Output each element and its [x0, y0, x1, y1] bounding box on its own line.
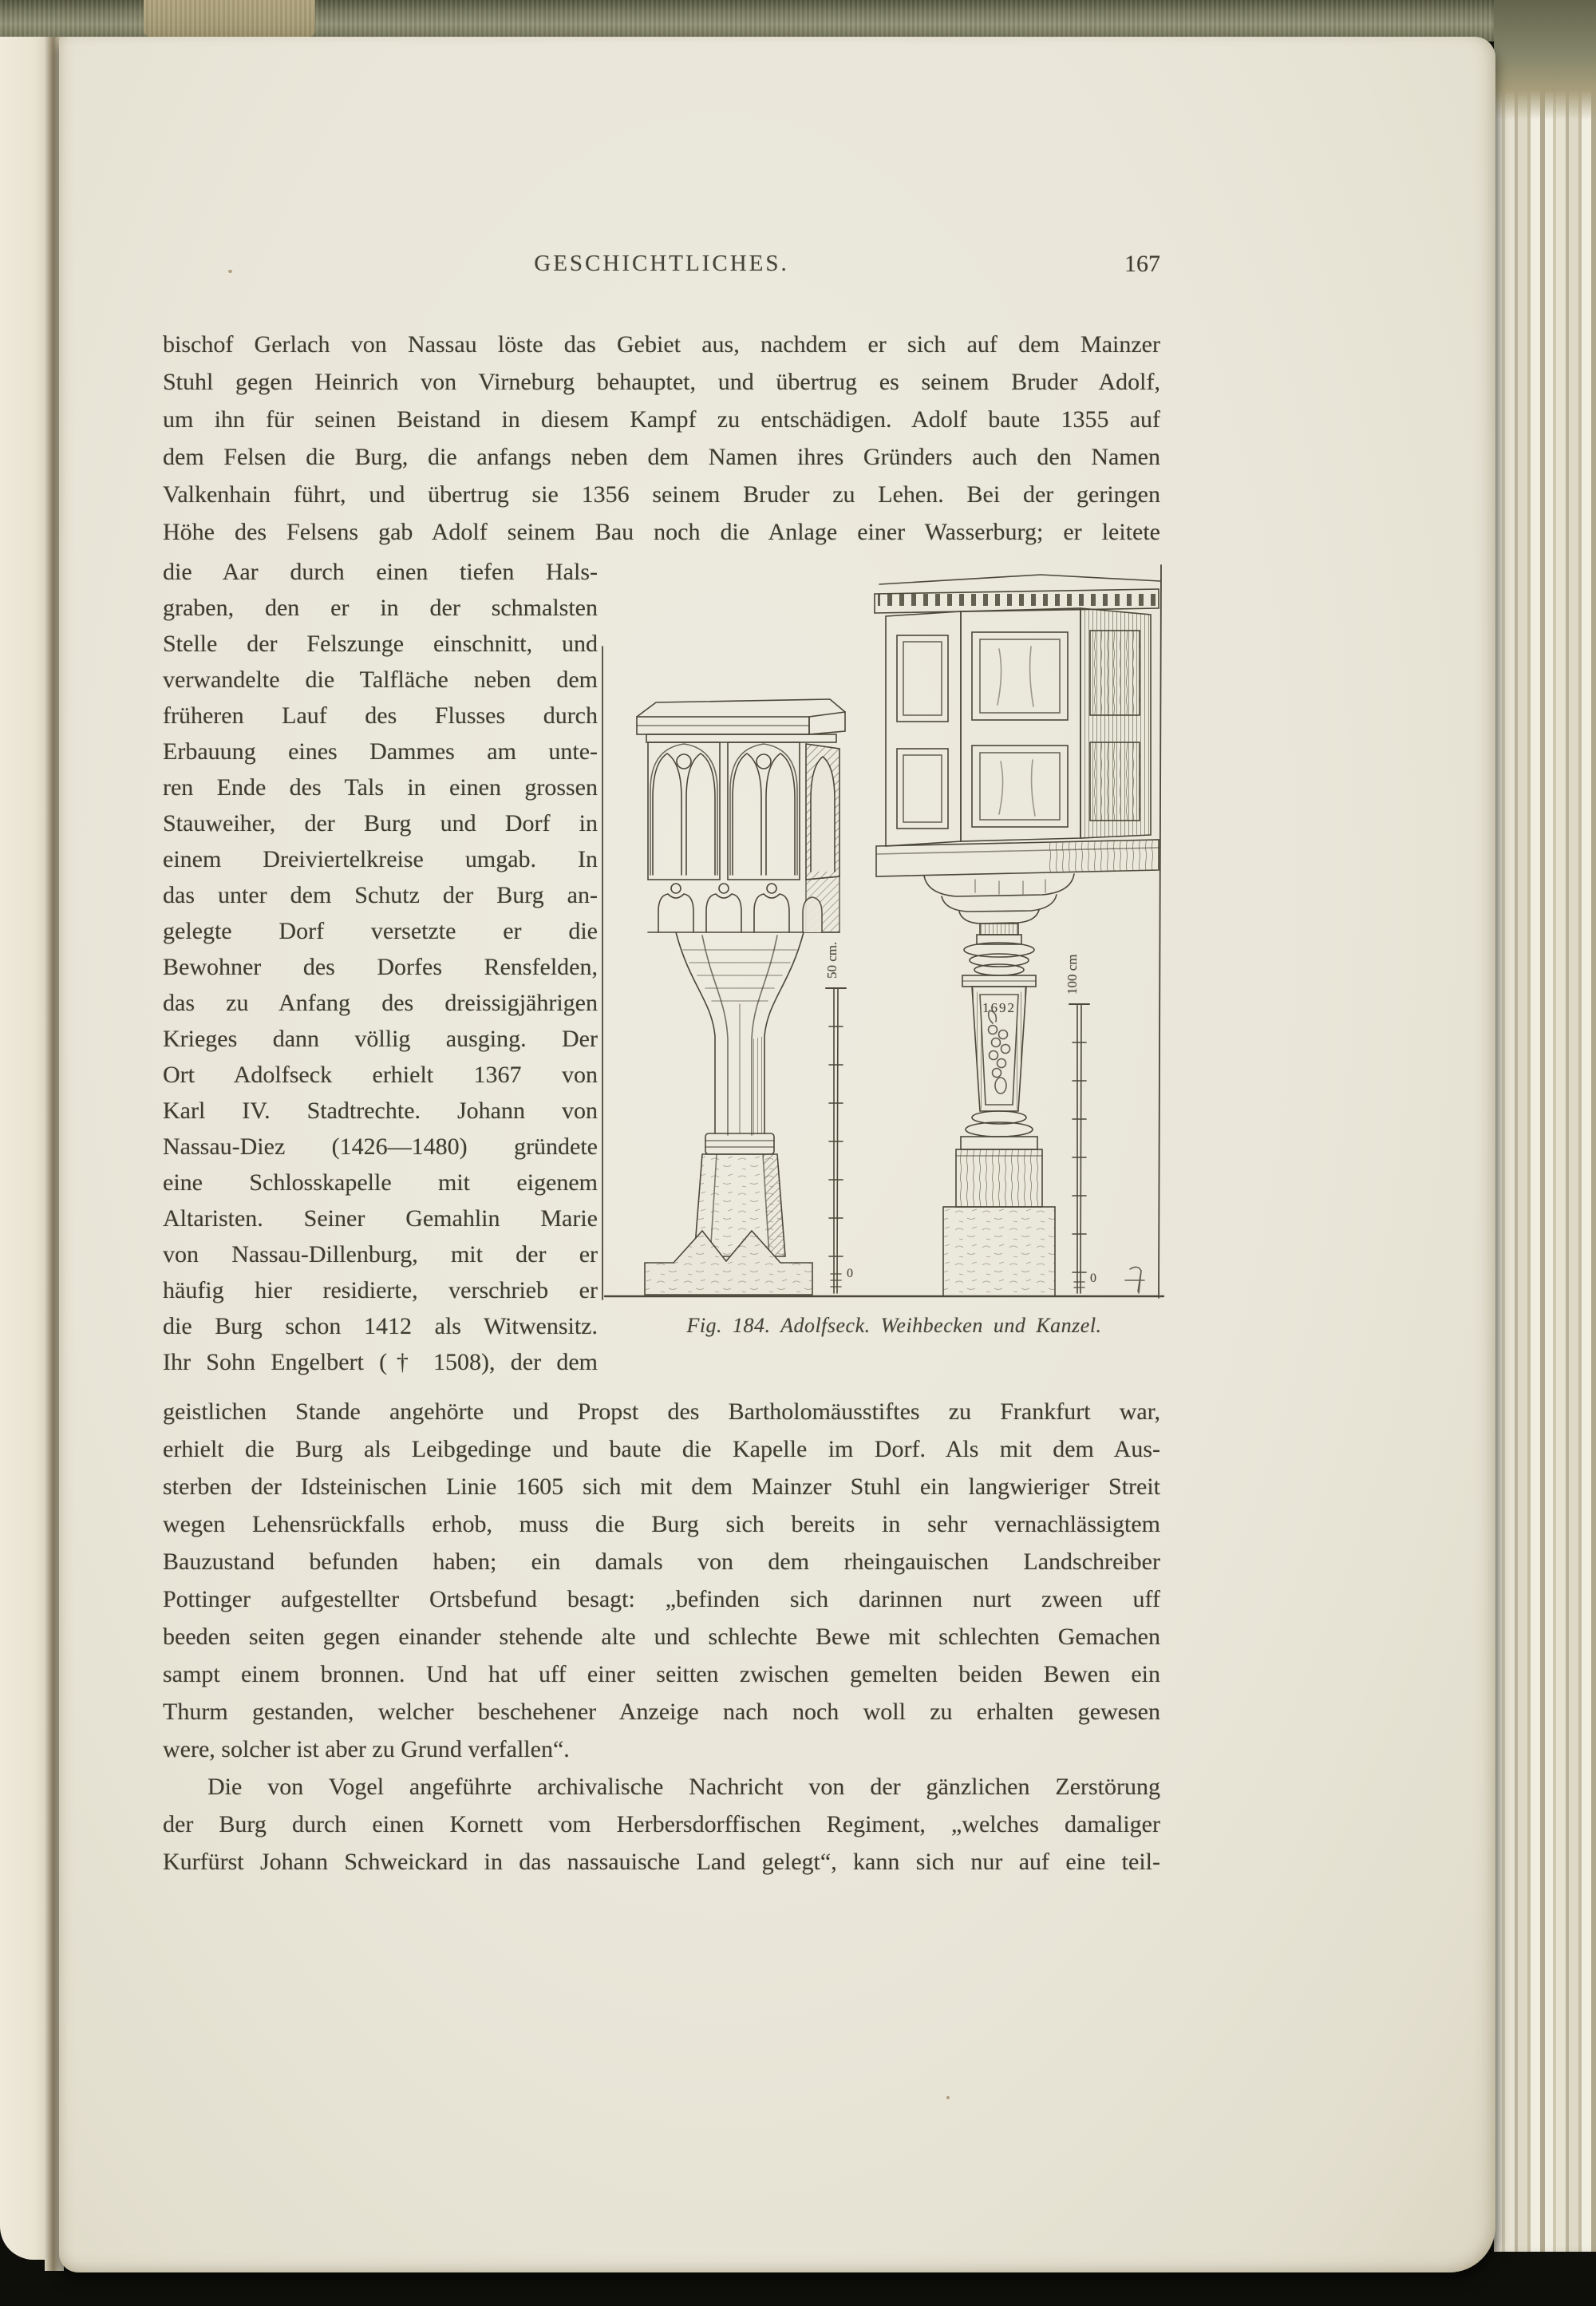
- page-text: [163, 37, 1160, 1881]
- text-line: Stuhl gegen Heinrich von Virneburg behauptet, und übertrug es seinem Bruder Adolf,: [163, 369, 1160, 395]
- text-line: graben, den er in der schmalsten: [163, 595, 598, 621]
- text-line: Höhe des Felsens gab Adolf seinem Bau noch die Anlage einer Wasserburg; er leitete: [163, 519, 1160, 545]
- carved-fruit-ornament: [989, 1011, 1010, 1094]
- text-line: Karl IV. Stadtrechte. Johann von: [163, 1098, 598, 1124]
- text-line: sterben der Idsteinischen Linie 1605 sich mit dem Mainzer Stuhl ein langwieriger Streit: [163, 1473, 1160, 1500]
- text-line: das unter dem Schutz der Burg an-: [163, 882, 598, 908]
- text-line: Die von Vogel angeführte archivalische Nachricht von der gänzlichen Zerstörung: [207, 1774, 1160, 1800]
- text-line: Nassau-Diez (1426—1480) gründete: [163, 1133, 598, 1160]
- page-speck: [946, 2096, 950, 2099]
- book-binding-top: [0, 0, 1596, 42]
- page-header: [163, 251, 1160, 286]
- book-page: [59, 37, 1495, 2272]
- binding-cloth-patch: [144, 0, 315, 37]
- text-line: gelegte Dorf versetzte er die: [163, 918, 598, 944]
- text-line: Krieges dann völlig ausging. Der: [163, 1026, 598, 1052]
- text-line: die Aar durch einen tiefen Hals-: [163, 559, 598, 585]
- text-line: einem Dreiviertelkreise umgab. In: [163, 846, 598, 872]
- scale-right-label: 100 cm: [1065, 954, 1080, 995]
- text-line: Erbauung eines Dammes am unte-: [163, 738, 598, 765]
- body-paragraph-bottom: [163, 1393, 1160, 1881]
- text-line: das zu Anfang des dreissigjährigen: [163, 990, 598, 1016]
- page-number: 167: [1124, 251, 1160, 277]
- text-line: ren Ende des Tals in einen grossen: [163, 774, 598, 801]
- scale-left-zero: 0: [847, 1267, 853, 1280]
- figure-caption: Fig. 184. Adolfseck. Weihbecken und Kanzel.: [686, 1314, 1102, 1337]
- text-line: wegen Lehensrückfalls erhob, muss die Burg sich bereits in sehr vernachlässigtem: [163, 1511, 1160, 1537]
- text-line: Valkenhain führt, und übertrug sie 1356 seinem Bruder zu Lehen. Bei der geringen: [163, 481, 1160, 508]
- artist-monogram: [1125, 1267, 1144, 1293]
- page-stack-right: [1494, 0, 1596, 2252]
- text-line: verwandelte die Talfläche neben dem: [163, 666, 598, 693]
- facing-page-sliver: [0, 37, 48, 2260]
- text-figure-wrap: [163, 554, 1160, 1380]
- body-column-left: [163, 554, 598, 1380]
- text-line: erhielt die Burg als Leibgedinge und baute die Kapelle im Dorf. Als mit dem Aus-: [163, 1436, 1160, 1462]
- text-line: Stelle der Felszunge einschnitt, und: [163, 631, 598, 657]
- text-line: um ihn für seinen Beistand in diesem Kampf zu entschädigen. Adolf baute 1355 auf: [163, 406, 1160, 433]
- scale-right-zero: 0: [1090, 1272, 1096, 1285]
- text-line: Pottinger aufgestellter Ortsbefund besagt: „befinden sich darinnen nurt zween uff: [163, 1586, 1160, 1612]
- text-line: Ihr Sohn Engelbert († 1508), der dem: [163, 1349, 598, 1375]
- body-paragraph-top: [163, 326, 1160, 551]
- text-line: were, solcher ist aber zu Grund verfallen“.: [163, 1736, 570, 1762]
- text-line: Kurfürst Johann Schweickard in das nassauische Land gelegt“, kann sich nur auf eine teil-: [163, 1849, 1160, 1875]
- kanzel-drawing: [875, 575, 1160, 1296]
- text-line: früheren Lauf des Flusses durch: [163, 702, 598, 729]
- figure-right-rule: [1159, 565, 1161, 1298]
- text-line: sampt einem bronnen. Und hat uff einer seitten zwischen gemelten beiden Bewen ein: [163, 1661, 1160, 1687]
- text-line: Thurm gestanden, welcher beschehener Anzeige nach noch woll zu erhalten gewesen: [163, 1699, 1160, 1725]
- text-line: Altaristen. Seiner Gemahlin Marie: [163, 1205, 598, 1232]
- text-line: Ort Adolfseck erhielt 1367 von: [163, 1062, 598, 1088]
- text-line: bischof Gerlach von Nassau löste das Gebiet aus, nachdem er sich auf dem Mainzer: [163, 331, 1160, 358]
- running-header-title: GESCHICHTLICHES.: [534, 251, 789, 276]
- figure-region: [600, 557, 1188, 1338]
- text-line: häufig hier residierte, verschrieb er: [163, 1277, 598, 1303]
- text-line: der Burg durch einen Kornett vom Herbersdorffischen Regiment, „welches damaliger: [163, 1811, 1160, 1837]
- scale-bar-left: [824, 942, 853, 1293]
- text-line: die Burg schon 1412 als Witwensitz.: [163, 1313, 598, 1339]
- text-line: dem Felsen die Burg, die anfangs neben dem Namen ihres Gründers auch den Namen: [163, 444, 1160, 470]
- text-line: Stauweiher, der Burg und Dorf in: [163, 810, 598, 837]
- scale-bar-right: [1065, 954, 1096, 1293]
- text-line: eine Schlosskapelle mit eigenem: [163, 1169, 598, 1196]
- text-line: Bewohner des Dorfes Rensfelden,: [163, 954, 598, 980]
- weihbecken-drawing: [637, 699, 845, 1295]
- figure-drawing: [600, 557, 1188, 1303]
- text-line: geistlichen Stande angehörte und Propst des Bartholomäusstiftes zu Frankfurt war,: [163, 1398, 1160, 1425]
- scale-left-label: 50 cm.: [824, 941, 839, 979]
- carved-date: 1692: [982, 1000, 1016, 1015]
- text-line: Bauzustand befunden haben; ein damals von dem rheingauischen Landschreiber: [163, 1549, 1160, 1575]
- text-line: beeden seiten gegen einander stehende alte und schlechte Bewe mit schlechten Gemachen: [163, 1624, 1160, 1650]
- text-line: von Nassau-Dillenburg, mit der er: [163, 1241, 598, 1268]
